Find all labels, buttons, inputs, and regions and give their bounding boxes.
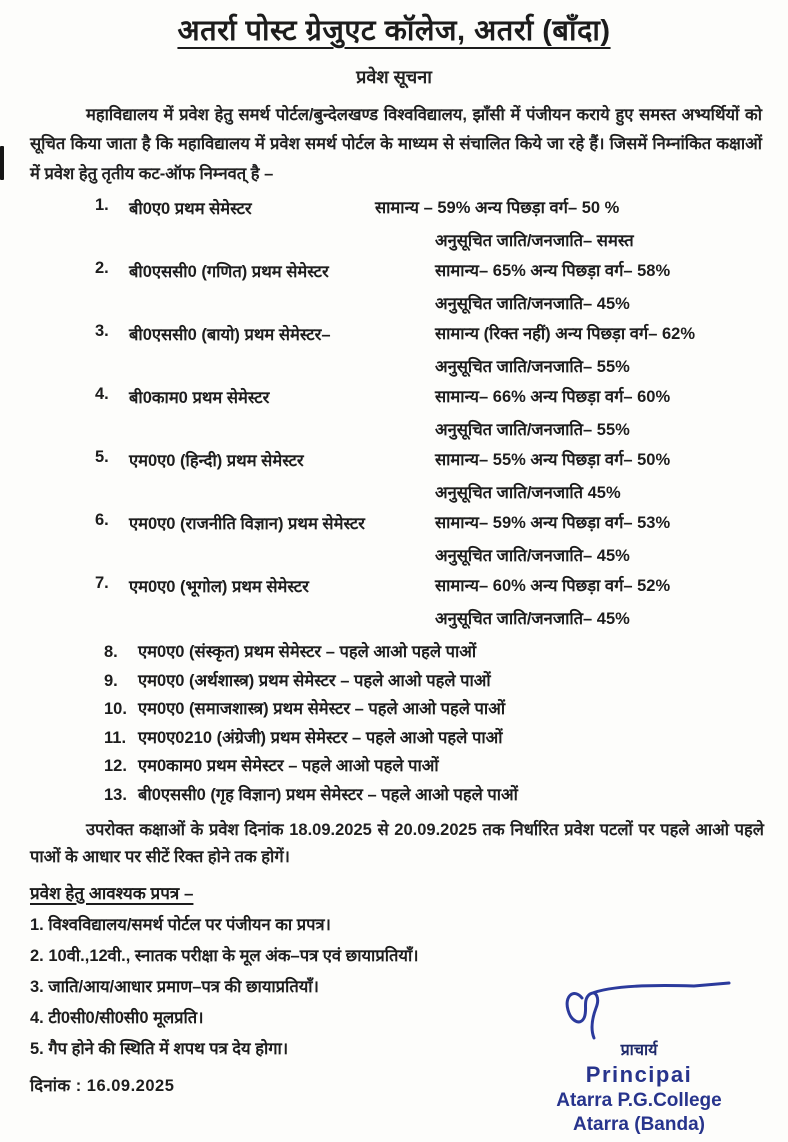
document-item-4: 4. टी0सी0/सी0सी0 मूलप्रति। (30, 1008, 204, 1027)
closing-paragraph: उपरोक्त कक्षाओं के प्रवेश दिनांक 18.09.2025 से 20.09.2025 तक निर्धारित प्रवेश पटलों पर पहले आओ पहले पाओं के आधार पर सीटें रिक्त होने तक होगें। (30, 821, 764, 866)
document-item-2: 2. 10वी.,12वी., स्नातक परीक्षा के मूल अंक–पत्र एवं छायाप्रतियाँ। (30, 946, 419, 965)
row-number: 13. (104, 785, 127, 804)
cutoff-row-4 (95, 384, 788, 447)
row-number: 8. (104, 643, 118, 662)
cutoff-sc-st: अनुसूचित जाति/जनजाति– 45% (435, 610, 630, 629)
cutoff-row-3 (95, 321, 788, 384)
cutoff-sc-st: अनुसूचित जाति/जनजाति– 55% (435, 421, 630, 440)
intro-paragraph: महाविद्यालय में प्रवेश हेतु समर्थ पोर्टल/बुन्देलखण्ड विश्वविद्यालय, झाँसी में पंजीयन कराये हुए समस्त अभ्यर्थियों को सूचित किया जाता है कि महाविद्यालय में प्रवेश समर्थ पोर्टल के माध्यम से संचालित किये जा रहे हैं। जिसमें निम्नांकित कक्षाओं में प्रवेश हेतु तृतीय कट-ऑफ निम्नवत् है – (30, 106, 762, 183)
row-number: 1. (95, 196, 109, 215)
signature-block (524, 980, 754, 1136)
principal-designation-english: Principai (585, 1062, 693, 1087)
course-name: बी0एससी0 (गणित) प्रथम सेमेस्टर (129, 263, 329, 282)
cutoff-general-obc: सामान्य– 65% अन्य पिछड़ा वर्ग– 58% (435, 262, 671, 281)
cutoff-general-obc: सामान्य– 55% अन्य पिछड़ा वर्ग– 50% (435, 451, 671, 470)
row-number: 3. (95, 322, 109, 341)
course-text: एम0ए0 (संस्कृत) प्रथम सेमेस्टर – पहले आओ पहले पाओं (138, 643, 477, 662)
cutoff-row-7 (95, 573, 788, 636)
row-number: 4. (95, 385, 109, 404)
first-come-list (104, 638, 788, 809)
course-name: बी0एससी0 (बायो) प्रथम सेमेस्टर– (129, 326, 331, 345)
course-text: एम0ए0210 (अंग्रेजी) प्रथम सेमेस्टर – पहले आओ पहले पाओं (138, 728, 503, 747)
course-text: एम0ए0 (अर्थशास्त्र) प्रथम सेमेस्टर – पहले आओ पहले पाओं (138, 671, 491, 690)
course-row-8 (104, 638, 788, 667)
cutoff-row-2 (95, 258, 788, 321)
document-item-1: 1. विश्वविद्यालय/समर्थ पोर्टल पर पंजीयन का प्रपत्र। (30, 915, 331, 934)
documents-heading: प्रवेश हेतु आवश्यक प्रपत्र – (30, 883, 194, 903)
row-number: 9. (104, 671, 118, 690)
row-number: 2. (95, 259, 109, 278)
course-text: एम0ए0 (समाजशास्त्र) प्रथम सेमेस्टर – पहले आओ पहले पाओं (138, 700, 506, 719)
course-row-12 (104, 752, 788, 781)
cutoff-sc-st: अनुसूचित जाति/जनजाति– समस्त (435, 232, 634, 251)
course-name: एम0ए0 (राजनीति विज्ञान) प्रथम सेमेस्टर (129, 515, 365, 534)
course-row-11 (104, 724, 788, 753)
row-number: 5. (95, 448, 109, 467)
stamp-college-place: Atarra (Banda) (573, 1114, 705, 1135)
row-number: 11. (104, 728, 127, 747)
cutoff-row-5 (95, 447, 788, 510)
cutoff-row-1 (95, 195, 788, 258)
course-name: बी0काम0 प्रथम सेमेस्टर (129, 389, 270, 408)
notice-subtitle: प्रवेश सूचना (356, 67, 432, 87)
cutoff-general-obc: सामान्य – 59% अन्य पिछड़ा वर्ग– 50 % (375, 199, 620, 218)
row-number: 12. (104, 757, 127, 776)
row-number: 7. (95, 574, 109, 593)
cutoff-general-obc: सामान्य (रिक्त नहीं) अन्य पिछड़ा वर्ग– 62% (435, 325, 695, 344)
cutoff-general-obc: सामान्य– 60% अन्य पिछड़ा वर्ग– 52% (435, 577, 671, 596)
cutoff-row-6 (95, 510, 788, 573)
cutoff-general-obc: सामान्य– 66% अन्य पिछड़ा वर्ग– 60% (435, 388, 671, 407)
notice-date: दिनांक : 16.09.2025 (30, 1076, 175, 1095)
stamp-college-name: Atarra P.G.College (556, 1090, 722, 1111)
cutoff-list (95, 195, 788, 636)
document-item-3: 3. जाति/आय/आधार प्रमाण–पत्र की छायाप्रतियाँ। (30, 977, 319, 996)
page-title: अतर्रा पोस्ट ग्रेजुएट कॉलेज, अतर्रा (बाँदा) (177, 15, 611, 47)
row-number: 6. (95, 511, 109, 530)
document-item-5: 5. गैप होने की स्थिति में शपथ पत्र देय होगा। (30, 1039, 289, 1058)
cutoff-sc-st: अनुसूचित जाति/जनजाति– 55% (435, 358, 630, 377)
cutoff-general-obc: सामान्य– 59% अन्य पिछड़ा वर्ग– 53% (435, 514, 671, 533)
cutoff-sc-st: अनुसूचित जाति/जनजाति– 45% (435, 547, 630, 566)
cutoff-sc-st: अनुसूचित जाति/जनजाति– 45% (435, 295, 630, 314)
course-name: एम0ए0 (हिन्दी) प्रथम सेमेस्टर (129, 452, 304, 471)
signature-scribble-icon (544, 980, 734, 1042)
course-row-13 (104, 781, 788, 810)
course-text: बी0एससी0 (गृह विज्ञान) प्रथम सेमेस्टर – पहले आओ पहले पाओं (138, 785, 518, 804)
scan-edge-mark (0, 146, 4, 180)
course-row-9 (104, 667, 788, 696)
course-name: एम0ए0 (भूगोल) प्रथम सेमेस्टर (129, 578, 309, 597)
course-row-10 (104, 695, 788, 724)
row-number: 10. (104, 700, 127, 719)
course-text: एम0काम0 प्रथम सेमेस्टर – पहले आओ पहले पाओं (138, 757, 439, 776)
principal-designation-hindi: प्राचार्य (620, 1042, 658, 1059)
course-name: बी0ए0 प्रथम सेमेस्टर (129, 200, 252, 219)
cutoff-sc-st: अनुसूचित जाति/जनजाति 45% (435, 484, 621, 503)
